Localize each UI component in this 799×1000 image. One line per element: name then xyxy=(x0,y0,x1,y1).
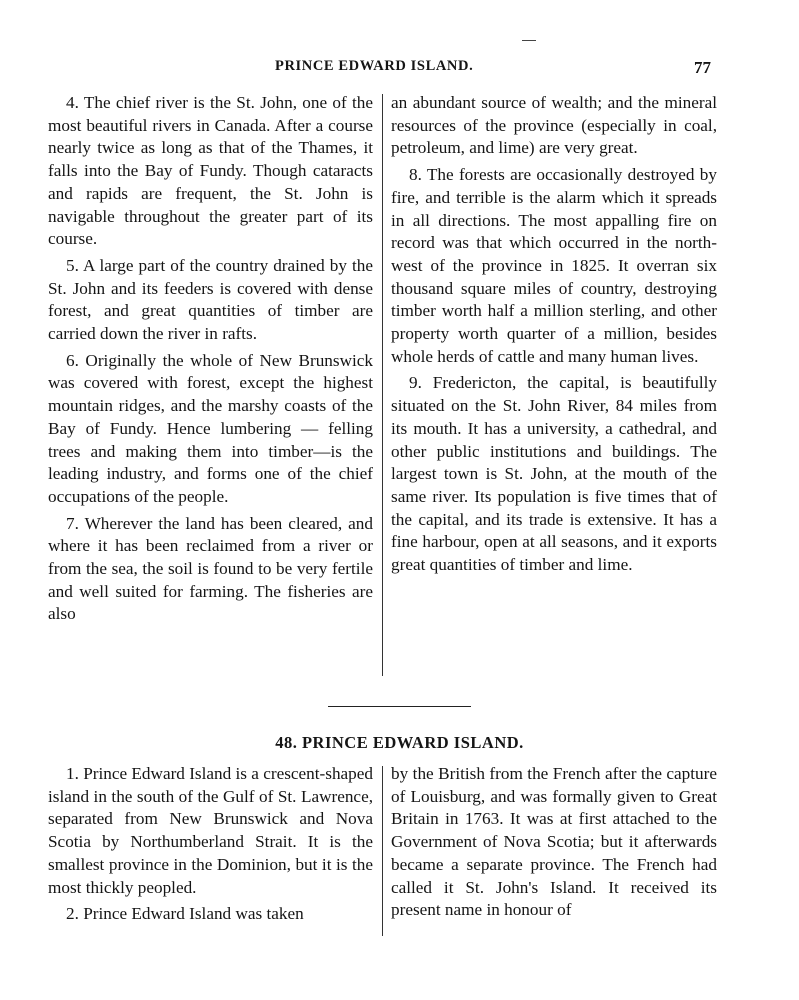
bottom-left-column xyxy=(48,763,373,930)
paragraph-7-continued: an abundant source of wealth; and the mineral resources of the province (especially in coal, petroleum, and lime) are very great. xyxy=(391,93,717,158)
top-left-column xyxy=(48,92,373,630)
column-divider-bottom xyxy=(382,766,383,936)
paragraph-9: 9. Fredericton, the capital, is beautifully situated on the St. John River, 84 miles from its mouth. It has a university, a cathedral, and other public institutions and buildings. The largest town is St. John, at the mouth of the same river. Its population is five times that of the capital, and its trade is extensive. It has a fine harbour, open at all seasons, and it exports great quantities of timber and lime. xyxy=(391,373,717,575)
section-paragraph-1: 1. Prince Edward Island is a crescent-shaped island in the south of the Gulf of St. Lawrence, separated from New Brunswick and Nova Scotia by Northumberland Strait. It is the smallest province in the Dominion, but it is the most thickly peopled. xyxy=(48,764,373,897)
section-paragraph-2: 2. Prince Edward Island was taken xyxy=(66,904,304,924)
paragraph-8: 8. The forests are occasionally destroyed by fire, and terrible is the alarm which it spreads in all directions. The most appalling fire on record was that which occurred in the north-west of the province in 1825. It overran six thousand square miles of country, destroying timber worth half a million sterling, and other property worth quarter of a million, besides whole herds of cattle and many human lives. xyxy=(391,165,717,366)
top-right-column xyxy=(391,92,717,581)
paragraph-5: 5. A large part of the country drained by the St. John and its feeders is covered with dense forest, and great quantities of timber are carried down the river in rafts. xyxy=(48,255,373,344)
page-header xyxy=(0,52,799,80)
page-number: 77 xyxy=(694,58,711,77)
paragraph-4: 4. The chief river is the St. John, one of the most beautiful rivers in Canada. After a course nearly twice as long as that of the Thames, it falls into the Bay of Fundy. Though cataracts and rapids are frequent, the St. John is navigable throughout the greater part of its course. xyxy=(48,93,373,249)
bottom-right-column xyxy=(391,763,717,926)
section-title: 48. PRINCE EDWARD ISLAND. xyxy=(275,733,524,752)
section-rule xyxy=(328,706,471,707)
column-divider-top xyxy=(382,94,383,676)
print-mark xyxy=(522,40,536,41)
paragraph-7: 7. Wherever the land has been cleared, and where it has been reclaimed from a river or from the sea, the soil is found to be very fertile and well suited for farming. The fisheries are also xyxy=(48,513,373,624)
section-paragraph-2-continued: by the British from the French after the capture of Louisburg, and was formally given to Great Britain in 1763. It was at first attached to the Government of Nova Scotia; but it afterwards became a separate province. The French had called it St. John's Island. It received its present name in honour of xyxy=(391,764,717,920)
paragraph-6: 6. Originally the whole of New Brunswick was covered with forest, except the highest mountain ridges, and the marshy coasts of the Bay of Fundy. Hence lumbering — felling trees and making them into timber—is the leading industry, and forms one of the chief occupations of the people. xyxy=(48,350,373,506)
running-title: PRINCE EDWARD ISLAND. xyxy=(275,58,474,74)
